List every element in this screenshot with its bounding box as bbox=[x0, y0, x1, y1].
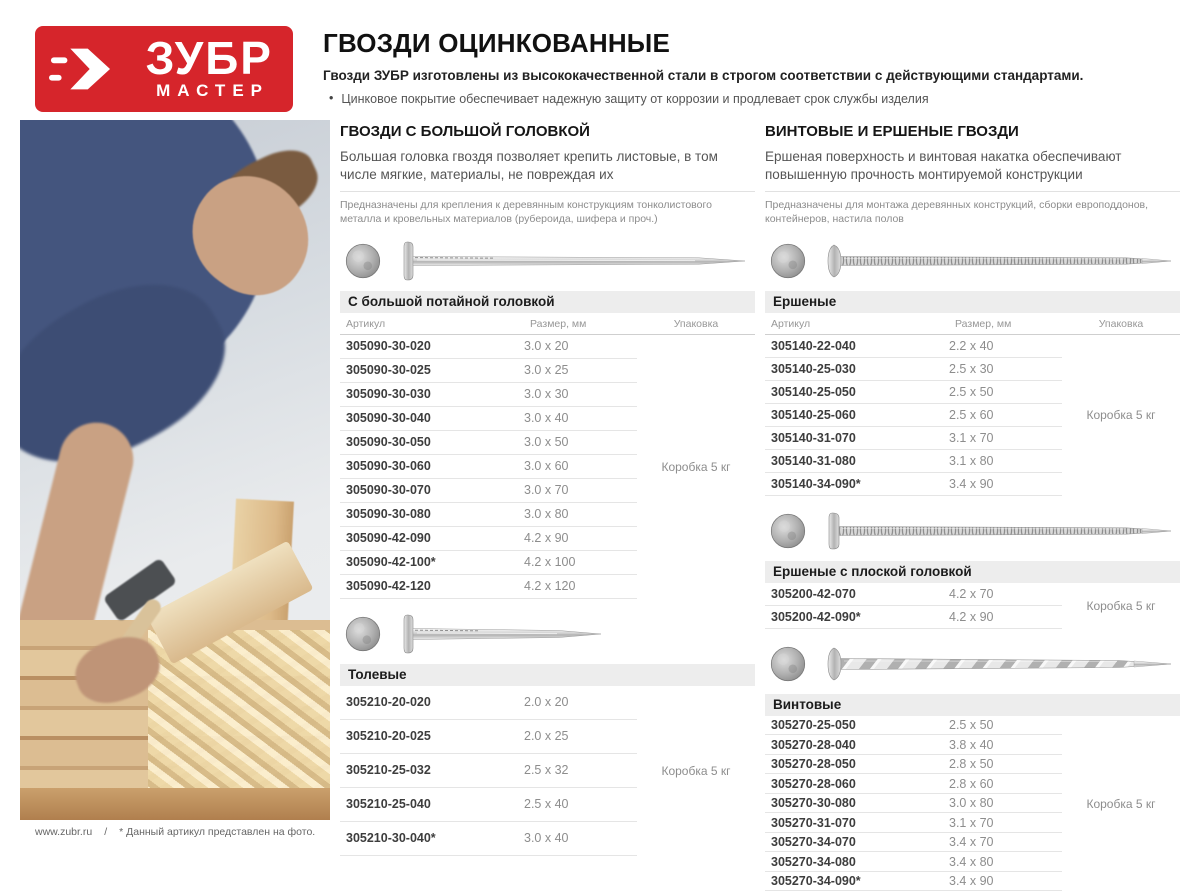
table-row bbox=[765, 335, 1062, 358]
logo-brand-name: ЗУБР bbox=[145, 32, 273, 85]
article-number: 305090-30-030 bbox=[346, 387, 431, 402]
size-mm: 3.0 x 20 bbox=[524, 339, 569, 354]
size-mm: 4.2 x 70 bbox=[949, 586, 994, 601]
nail-illustration-ring-flat-head bbox=[767, 509, 1180, 553]
size-mm: 2.5 x 32 bbox=[524, 763, 569, 778]
table-row bbox=[340, 431, 637, 455]
article-number: 305270-34-070 bbox=[771, 835, 856, 850]
photo-worker-hammering bbox=[20, 120, 330, 820]
size-mm: 4.2 x 90 bbox=[949, 609, 994, 624]
logo-text-block bbox=[111, 32, 279, 100]
table-row bbox=[765, 794, 1062, 814]
table-rows bbox=[765, 716, 1062, 891]
table-countersunk-big-head bbox=[340, 291, 755, 599]
column-big-head-nails bbox=[340, 120, 755, 846]
size-mm: 3.4 x 90 bbox=[949, 476, 994, 491]
size-mm: 3.0 x 30 bbox=[524, 387, 569, 402]
article-number: 305140-31-070 bbox=[771, 430, 856, 445]
page-title: ГВОЗДИ ОЦИНКОВАННЫЕ bbox=[323, 28, 670, 58]
table-row bbox=[340, 788, 637, 822]
article-number: 305210-20-020 bbox=[346, 695, 431, 710]
article-number: 305270-25-050 bbox=[771, 718, 856, 733]
table-title: Толевые bbox=[340, 664, 755, 686]
article-number: 305090-30-040 bbox=[346, 411, 431, 426]
table-body bbox=[765, 583, 1180, 629]
package-cell bbox=[1062, 335, 1180, 496]
nail-head-top-view-icon bbox=[342, 240, 384, 282]
table-row bbox=[765, 755, 1062, 775]
article-number: 305090-30-080 bbox=[346, 507, 431, 522]
size-mm: 3.0 x 80 bbox=[524, 507, 569, 522]
article-number: 305200-42-070 bbox=[771, 586, 856, 601]
table-row bbox=[765, 774, 1062, 794]
size-mm: 2.5 x 40 bbox=[524, 797, 569, 812]
table-column-headers bbox=[340, 313, 755, 335]
page-header bbox=[0, 0, 1200, 114]
size-mm: 2.0 x 20 bbox=[524, 695, 569, 710]
header-text-block bbox=[293, 26, 1083, 106]
size-mm: 3.0 x 40 bbox=[524, 411, 569, 426]
article-number: 305140-34-090* bbox=[771, 476, 861, 491]
table-roofing-nails bbox=[340, 664, 755, 856]
article-number: 305140-31-080 bbox=[771, 453, 856, 468]
section-description: Большая головка гвоздя позволяет крепить листовые, в том числе мягкие, материалы, не повреждая их bbox=[340, 149, 718, 182]
size-mm: 3.0 x 40 bbox=[524, 831, 569, 846]
table-row bbox=[765, 606, 1062, 629]
nail-side-view-icon bbox=[824, 239, 1174, 283]
table-row bbox=[765, 852, 1062, 872]
footer-separator: / bbox=[104, 826, 108, 838]
table-row bbox=[340, 383, 637, 407]
page-subtitle: Гвозди ЗУБР изготовлены из высококачественной стали в строгом соответствии с действующими стандартами. bbox=[323, 68, 1084, 83]
article-number: 305140-25-050 bbox=[771, 384, 856, 399]
nail-illustration-screw bbox=[767, 642, 1180, 686]
table-row bbox=[340, 754, 637, 788]
table-title: Винтовые bbox=[765, 694, 1180, 716]
table-body bbox=[340, 686, 755, 856]
package-cell bbox=[1062, 716, 1180, 891]
column-header-package: Упаковка bbox=[1098, 317, 1144, 330]
column-screw-ring-nails bbox=[765, 120, 1180, 889]
logo-series-name: МАСТЕР bbox=[156, 80, 269, 100]
nail-head-top-view-icon bbox=[767, 240, 809, 282]
size-mm: 3.4 x 70 bbox=[949, 835, 994, 850]
table-rows bbox=[765, 335, 1062, 496]
size-mm: 2.5 x 50 bbox=[949, 718, 994, 733]
feature-bullet-text: Цинковое покрытие обеспечивает надежную защиту от коррозии и продлевает срок службы изделия bbox=[341, 92, 929, 106]
table-body bbox=[765, 335, 1180, 496]
article-number: 305090-30-025 bbox=[346, 363, 431, 378]
table-row bbox=[340, 407, 637, 431]
article-number: 305140-25-060 bbox=[771, 407, 856, 422]
article-number: 305270-30-080 bbox=[771, 796, 856, 811]
nail-illustration-ring-shank bbox=[767, 239, 1180, 283]
article-number: 305090-42-120 bbox=[346, 579, 431, 594]
table-row bbox=[340, 503, 637, 527]
article-number: 305200-42-090* bbox=[771, 609, 861, 624]
size-mm: 2.5 x 30 bbox=[949, 361, 994, 376]
article-number: 305090-42-100* bbox=[346, 555, 436, 570]
table-row bbox=[340, 455, 637, 479]
size-mm: 3.0 x 60 bbox=[524, 459, 569, 474]
article-number: 305140-25-030 bbox=[771, 361, 856, 376]
section-heading: ВИНТОВЫЕ И ЕРШЕНЫЕ ГВОЗДИ bbox=[765, 123, 1019, 140]
article-number: 305270-34-090* bbox=[771, 874, 861, 889]
section-heading: ГВОЗДИ С БОЛЬШОЙ ГОЛОВКОЙ bbox=[340, 123, 590, 140]
table-body bbox=[765, 716, 1180, 891]
nail-head-top-view-icon bbox=[767, 643, 809, 685]
table-row bbox=[765, 473, 1062, 496]
package-label: Коробка 5 кг bbox=[1086, 598, 1156, 613]
article-number: 305270-28-060 bbox=[771, 776, 856, 791]
article-number: 305090-30-020 bbox=[346, 339, 431, 354]
article-number: 305140-22-040 bbox=[771, 338, 856, 353]
table-row bbox=[765, 404, 1062, 427]
package-label: Коробка 5 кг bbox=[1086, 796, 1156, 811]
site-link[interactable]: www.zubr.ru bbox=[35, 826, 93, 838]
bullet-dot: • bbox=[329, 91, 334, 105]
column-header-article: Артикул bbox=[346, 317, 386, 330]
size-mm: 3.0 x 50 bbox=[524, 435, 569, 450]
package-cell bbox=[637, 335, 755, 599]
size-mm: 3.1 x 80 bbox=[949, 453, 994, 468]
table-row bbox=[340, 335, 637, 359]
size-mm: 2.5 x 50 bbox=[949, 384, 994, 399]
size-mm: 3.0 x 80 bbox=[949, 796, 994, 811]
package-cell bbox=[637, 686, 755, 856]
size-mm: 3.1 x 70 bbox=[949, 430, 994, 445]
size-mm: 3.4 x 80 bbox=[949, 854, 994, 869]
divider bbox=[340, 191, 755, 192]
table-row bbox=[340, 359, 637, 383]
nail-illustration-big-flat-head bbox=[342, 239, 755, 283]
package-cell bbox=[1062, 583, 1180, 629]
section-note: Предназначены для крепления к деревянным конструкциям тонколистового металла и кровельных материалов (рубероида, шифера и проч.) bbox=[340, 198, 712, 225]
footer-note: * Данный артикул представлен на фото. bbox=[119, 826, 316, 838]
article-number: 305270-28-040 bbox=[771, 737, 856, 752]
size-mm: 3.0 x 25 bbox=[524, 363, 569, 378]
article-number: 305090-30-060 bbox=[346, 459, 431, 474]
zubr-logo bbox=[35, 26, 293, 112]
table-row bbox=[765, 381, 1062, 404]
table-row bbox=[340, 686, 637, 720]
feature-bullet bbox=[323, 92, 1083, 106]
table-ring-shank bbox=[765, 291, 1180, 496]
article-number: 305210-25-032 bbox=[346, 763, 431, 778]
size-mm: 2.8 x 50 bbox=[949, 757, 994, 772]
table-row bbox=[765, 735, 1062, 755]
nail-illustration-roofing bbox=[342, 612, 755, 656]
table-title: Ершеные с плоской головкой bbox=[765, 561, 1180, 583]
table-rows bbox=[340, 686, 637, 856]
article-number: 305210-20-025 bbox=[346, 729, 431, 744]
column-header-article: Артикул bbox=[771, 317, 811, 330]
nail-side-view-icon bbox=[824, 642, 1174, 686]
nail-head-top-view-icon bbox=[342, 613, 384, 655]
section-note: Предназначены для монтажа деревянных конструкций, сборки европоддонов, контейнеров, настила полов bbox=[765, 198, 1149, 225]
size-mm: 4.2 x 90 bbox=[524, 531, 569, 546]
size-mm: 3.4 x 90 bbox=[949, 874, 994, 889]
article-number: 305210-30-040* bbox=[346, 831, 436, 846]
article-number: 305090-30-070 bbox=[346, 483, 431, 498]
table-row bbox=[340, 551, 637, 575]
table-row bbox=[765, 450, 1062, 473]
size-mm: 3.8 x 40 bbox=[949, 737, 994, 752]
table-row bbox=[765, 583, 1062, 606]
size-mm: 2.5 x 60 bbox=[949, 407, 994, 422]
divider bbox=[765, 191, 1180, 192]
column-header-size: Размер, мм bbox=[955, 317, 1012, 330]
table-row bbox=[340, 527, 637, 551]
table-column-headers bbox=[765, 313, 1180, 335]
table-row bbox=[765, 833, 1062, 853]
table-row bbox=[765, 427, 1062, 450]
table-rows bbox=[765, 583, 1062, 629]
table-screw-nails bbox=[765, 694, 1180, 891]
nail-head-top-view-icon bbox=[767, 510, 809, 552]
nail-side-view-icon bbox=[824, 509, 1174, 553]
table-title: С большой потайной головкой bbox=[340, 291, 755, 313]
table-body bbox=[340, 335, 755, 599]
article-number: 305210-25-040 bbox=[346, 797, 431, 812]
column-header-size: Размер, мм bbox=[530, 317, 587, 330]
table-ring-flat-head bbox=[765, 561, 1180, 629]
package-label: Коробка 5 кг bbox=[661, 763, 731, 778]
article-number: 305090-30-050 bbox=[346, 435, 431, 450]
table-title: Ершеные bbox=[765, 291, 1180, 313]
size-mm: 3.1 x 70 bbox=[949, 815, 994, 830]
size-mm: 3.0 x 70 bbox=[524, 483, 569, 498]
article-number: 305270-34-080 bbox=[771, 854, 856, 869]
zubr-arrow-icon bbox=[49, 44, 111, 94]
article-number: 305270-31-070 bbox=[771, 815, 856, 830]
nail-side-view-icon bbox=[399, 239, 749, 283]
article-number: 305270-28-050 bbox=[771, 757, 856, 772]
table-row bbox=[765, 358, 1062, 381]
nail-side-view-icon bbox=[399, 612, 604, 656]
table-row bbox=[765, 813, 1062, 833]
table-row bbox=[340, 720, 637, 754]
table-row bbox=[765, 716, 1062, 736]
size-mm: 2.2 x 40 bbox=[949, 338, 994, 353]
section-description: Ершеная поверхность и винтовая накатка обеспечивают повышенную прочность монтируемой конструкции bbox=[765, 149, 1122, 182]
column-header-package: Упаковка bbox=[673, 317, 719, 330]
article-number: 305090-42-090 bbox=[346, 531, 431, 546]
size-mm: 4.2 x 100 bbox=[524, 555, 576, 570]
package-label: Коробка 5 кг bbox=[661, 459, 731, 474]
package-label: Коробка 5 кг bbox=[1086, 408, 1156, 423]
size-mm: 2.8 x 60 bbox=[949, 776, 994, 791]
size-mm: 2.0 x 25 bbox=[524, 729, 569, 744]
table-row bbox=[765, 872, 1062, 891]
table-row bbox=[340, 479, 637, 503]
table-row bbox=[340, 575, 637, 599]
table-row bbox=[340, 822, 637, 856]
photo-shape bbox=[20, 788, 330, 820]
size-mm: 4.2 x 120 bbox=[524, 579, 576, 594]
table-rows bbox=[340, 335, 637, 599]
